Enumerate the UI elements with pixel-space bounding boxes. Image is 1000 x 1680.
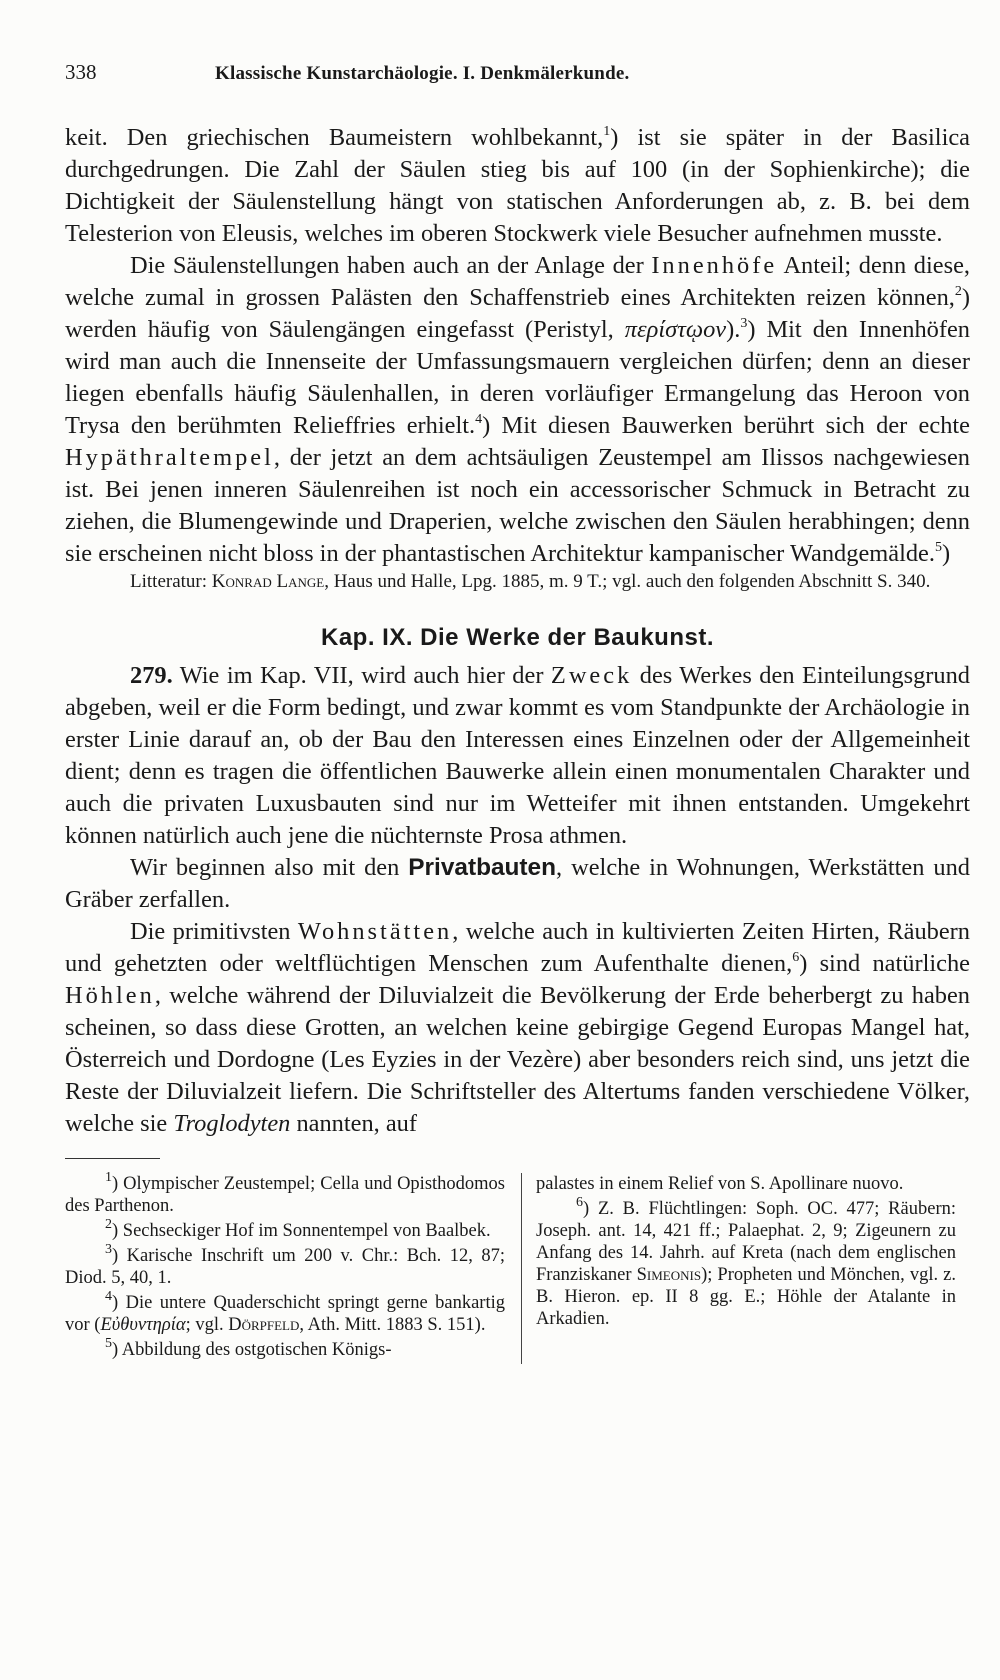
- emphasis-spaced: Innenhöfe: [651, 252, 778, 279]
- emphasis-italic: Troglodyten: [173, 1110, 291, 1137]
- footnote-ref: 3: [740, 315, 748, 331]
- footnote-4: [65, 1288, 505, 1336]
- text-run: ) ist sie später in der Basilica durchgedrungen. Die Zahl der Säulen stieg bis auf 100 (in der Sophienkirche); die Dichtigkeit der Säulenstellung hängt von statischen Anforderungen ab, z. B. bei dem Telesterion von Eleusis, welches im oberen Stockwerk viele Besucher aufnehmen musste.: [65, 124, 970, 247]
- author-name: Simeonis: [636, 1265, 702, 1285]
- greek-term: Εὐθυντηρία: [100, 1315, 186, 1335]
- footnote-text: ) Die untere Quaderschicht springt gerne bankartig vor (: [65, 1293, 505, 1335]
- footnote-mark: 3: [105, 1241, 112, 1257]
- footnote-text: ); Propheten und Mönchen, vgl. z. B. Hieron. ep. II 8 gg. E.; Höhle der Atalante in Arkadien.: [536, 1265, 956, 1329]
- footnote-ref: 4: [475, 411, 483, 427]
- text-run: Anteil; denn diese, welche zumal in grossen Palästen den Schaffenstrieb eines Architekten reizen können,: [65, 252, 970, 311]
- text-run: , der jetzt an dem achtsäuligen Zeustempel am Ilissos nachgewiesen ist. Bei jenen inneren Säulenreihen ist noch ein accessorischer Schmuck in Betracht zu ziehen, die Blumengewinde und Draperien, welche zwischen den Säulen herabhingen; denn sie erscheinen nicht bloss in der phantastischen Architektur kampanischer Wandgemälde.: [65, 444, 970, 567]
- author-name: Konrad Lange: [211, 571, 325, 592]
- footnote-divider: [65, 1158, 160, 1159]
- greek-term: περίστῳον: [624, 316, 727, 343]
- text-run: Litteratur:: [130, 571, 212, 592]
- text-run: nannten, auf: [290, 1110, 418, 1137]
- footnote-ref: 2: [954, 283, 962, 299]
- footnote-mark: 2: [105, 1216, 112, 1232]
- footnote-mark: 6: [576, 1194, 583, 1210]
- author-name: Dörpfeld: [228, 1315, 300, 1335]
- footnotes-right-column: [521, 1173, 956, 1364]
- section-number: 279.: [130, 662, 173, 689]
- footnotes: [65, 1169, 970, 1364]
- chapter-heading: Kap. IX. Die Werke der Baukunst.: [320, 624, 714, 651]
- text-run: ) Mit den Innenhöfen wird man auch die Innenseite der Umfassungsmauern vergleichen dürfen; denn an dieser liegen ebenfalls häufig Säulenhallen, in deren vorläufiger Ermangelung das Heroon von Trysa den berühmten Relieffries erhielt.: [65, 316, 970, 439]
- paragraph-3: [65, 660, 970, 852]
- paragraph-2: [65, 250, 970, 570]
- footnote-1: [65, 1169, 505, 1217]
- footnote-mark: 5: [105, 1335, 112, 1351]
- text-run: des Werkes den Einteilungsgrund abgeben, weil er die Form bedingt, und zwar kommt es vom Standpunkte der Archäologie in erster Linie darauf an, ob der Bau den Interessen eines Einzelnen oder der Allgemeinheit dient; denn es tragen die öffentlichen Bauwerke allein einen monumentalen Charakter und auch die privaten Luxusbauten sind nur im Wetteifer mit ihnen entstanden. Umgekehrt können natürlich auch jene die nüchternste Prosa athmen.: [65, 662, 970, 849]
- text-run: , welche während der Diluvialzeit die Bevölkerung der Erde beherbergt zu haben scheinen, so dass diese Grotten, an welchen keine gebirgige Gegend Europas Mangel hat, Österreich und Dordogne (Les Eyzies in der Vezère) aber besonders reich sind, uns jetzt die Reste der Diluvialzeit liefern. Die Schriftsteller des Altertums fanden verschiedene Völker, welche sie: [65, 982, 970, 1137]
- page-header: [65, 60, 970, 100]
- text-run: Die primitivsten: [130, 918, 298, 945]
- emphasis-spaced: Zweck: [550, 662, 633, 689]
- emphasis-spaced: Höhlen: [65, 982, 155, 1009]
- footnote-2: [65, 1216, 505, 1242]
- text-run: Die Säulenstellungen haben auch an der Anlage der: [130, 252, 652, 279]
- text-run: Wie im Kap. VII, wird auch hier der: [172, 662, 551, 689]
- main-text: [65, 122, 970, 1140]
- footnote-mark: 1: [105, 1169, 112, 1185]
- text-run: ): [941, 540, 951, 567]
- text-run: , Haus und Halle, Lpg. 1885, m. 9 T.; vgl. auch den folgenden Abschnitt S. 340.: [324, 571, 931, 592]
- emphasis-spaced: Wohnstätten: [297, 918, 453, 945]
- text-run: ).: [726, 316, 741, 343]
- footnote-mark: 4: [105, 1288, 112, 1304]
- footnote-3: [65, 1241, 505, 1289]
- footnote-text: ) Olympischer Zeustempel; Cella und Opisthodomos des Parthenon.: [65, 1174, 505, 1216]
- text-run: keit. Den griechischen Baumeistern wohlbekannt,: [65, 124, 604, 151]
- footnote-5: [65, 1335, 505, 1361]
- footnote-ref: 5: [934, 539, 942, 555]
- footnote-text: ) Z. B. Flüchtlingen: Soph. OC. 477; Räubern: Joseph. ant. 14, 421 ff.; Palaephat. 2, 9; Zigeunern zu Anfang des 14. Jahrh. auf Kreta (nach dem englischen Franziskaner: [536, 1199, 956, 1285]
- text-run: ) Mit diesen Bauwerken berührt sich der echte: [482, 412, 970, 439]
- footnotes-left-column: [65, 1169, 505, 1364]
- text-run: , welche auch in kultivierten Zeiten Hirten, Räubern und gehetzten oder weltflüchtigen Menschen zum Aufenthalte dienen,: [65, 918, 970, 977]
- page-number: 338: [65, 60, 97, 84]
- footnote-5-continued: palastes in einem Relief von S. Apollinare nuovo.: [536, 1174, 904, 1194]
- footnote-text: ; vgl.: [185, 1315, 229, 1335]
- footnote-text: , Ath. Mitt. 1883 S. 151).: [299, 1315, 486, 1335]
- footnote-ref: 6: [792, 949, 800, 965]
- text-run: ) sind natürliche: [799, 950, 970, 977]
- emphasis-bold: Privatbauten: [408, 854, 557, 881]
- footnote-text: ) Abbildung des ostgotischen Königs-: [112, 1340, 392, 1360]
- paragraph-5: [65, 916, 970, 1140]
- footnote-6: [536, 1194, 956, 1330]
- paragraph-1: [65, 122, 970, 250]
- text-run: ) werden häufig von Säulengängen eingefasst (Peristyl,: [65, 284, 970, 343]
- literature-note: [65, 570, 970, 594]
- running-title: Klassische Kunstarchäologie. I. Denkmälerkunde.: [215, 63, 630, 84]
- text-run: , welche in Wohnungen, Werkstätten und Gräber zerfallen.: [65, 854, 970, 913]
- text-run: Wir beginnen also mit den: [130, 854, 409, 881]
- paragraph-4: [65, 852, 970, 916]
- footnote-ref: 1: [603, 123, 611, 139]
- footnote-text: ) Sechseckiger Hof im Sonnentempel von Baalbek.: [112, 1221, 491, 1241]
- footnote-text: ) Karische Inschrift um 200 v. Chr.: Bch. 12, 87; Diod. 5, 40, 1.: [65, 1246, 505, 1288]
- emphasis-spaced: Hypäthraltempel: [65, 444, 274, 471]
